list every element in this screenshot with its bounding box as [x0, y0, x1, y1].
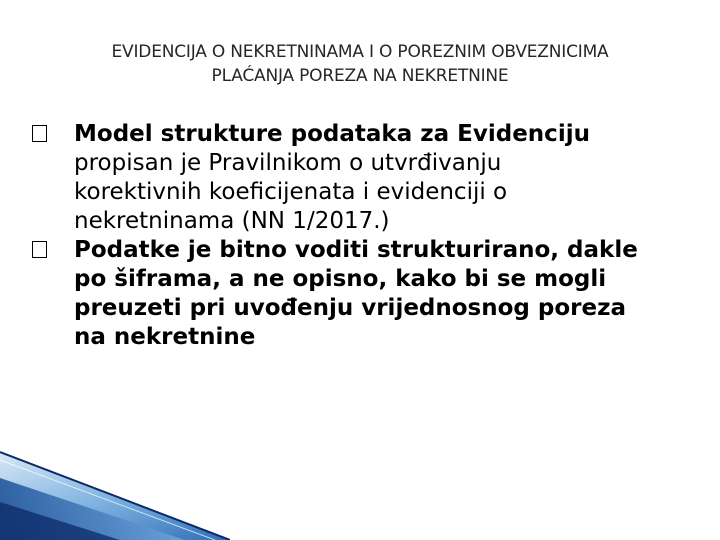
- bullet-line: Podatke je bitno voditi strukturirano, dakle: [74, 237, 638, 263]
- bullet-bold-text: Model strukture podataka za Evidenciju: [74, 121, 590, 147]
- title-line-1: EVIDENCIJA O NEKRETNINAMA I O POREZNIM OBVEZNICIMA: [111, 42, 609, 62]
- bullet-line: preuzeti pri uvođenju vrijednosnog poreza: [74, 295, 627, 321]
- bullet-line: korektivnih koeficijenata i evidenciji o: [74, 179, 508, 205]
- bullet-line: na nekretnine: [74, 324, 256, 350]
- bullet-item: [30, 120, 690, 236]
- bullet-line: po šiframa, a ne opisno, kako bi se mogli: [74, 266, 607, 292]
- title-line-2: PLAĆANJA POREZA NA NEKRETNINE: [211, 66, 509, 86]
- bullet-line: propisan je Pravilnikom o utvrđivanju: [74, 150, 502, 176]
- bullet-list: [30, 120, 690, 352]
- checkbox-bullet-icon: [32, 241, 47, 258]
- bullet-line: nekretninama (NN 1/2017.): [74, 208, 390, 234]
- checkbox-bullet-icon: [32, 125, 47, 142]
- decorative-corner-graphic: [0, 440, 230, 540]
- slide-title: [40, 40, 680, 88]
- bullet-item: [30, 236, 690, 352]
